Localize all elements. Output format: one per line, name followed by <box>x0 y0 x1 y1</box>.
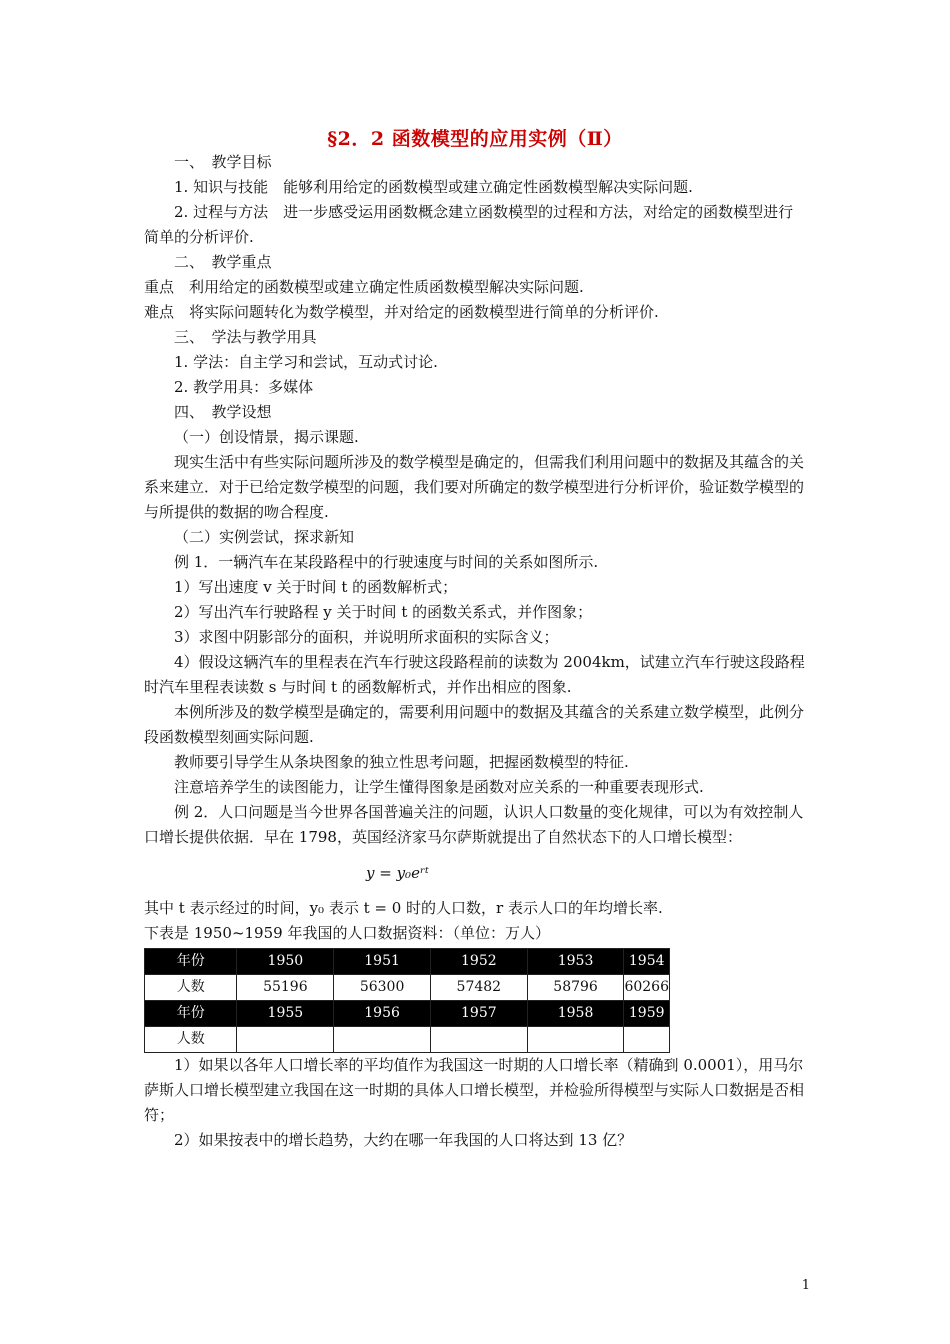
section-heading: 一、 教学目标 <box>174 153 272 171</box>
table-cell: 58796 <box>527 975 624 1001</box>
table-cell: 1956 <box>334 1001 431 1027</box>
question: 1）如果以各年人口增长率的平均值作为我国这一时期的人口增长率（精确到 0.0001），用马尔萨斯人口增长模型建立我国在这一时期的具体人口增长模型，并检验所得模型与实际人口数据是否相符； <box>144 1056 805 1124</box>
table-cell: 57482 <box>430 975 527 1001</box>
paragraph: 教师要引导学生从条块图象的独立性思考问题，把握函数模型的特征. <box>174 753 629 771</box>
table-cell: 1954 <box>624 949 670 975</box>
table-row <box>145 975 670 1001</box>
example-1: 例 1．一辆汽车在某段路程中的行驶速度与时间的关系如图所示. <box>174 553 599 571</box>
table-cell: 55196 <box>237 975 334 1001</box>
question: 4）假设这辆汽车的里程表在汽车行驶这段路程前的读数为 2004km，试建立汽车行驶这段路程时汽车里程表读数 s 与时间 t 的函数解析式，并作出相应的图象. <box>144 653 805 696</box>
table-row <box>145 1027 670 1053</box>
table-cell <box>624 1027 670 1053</box>
paragraph: 1. 学法：自主学习和尝试，互动式讨论. <box>174 353 438 371</box>
question: 2）写出汽车行驶路程 y 关于时间 t 的函数关系式，并作图象； <box>174 603 593 621</box>
paragraph: 难点 将实际问题转化为数学模型，并对给定的函数模型进行简单的分析评价. <box>144 303 659 321</box>
table-row <box>145 949 670 975</box>
document-body <box>144 150 806 1153</box>
question: 1）写出速度 v 关于时间 t 的函数解析式； <box>174 578 458 596</box>
table-cell: 1953 <box>527 949 624 975</box>
population-table <box>144 948 670 1053</box>
paragraph: 重点 利用给定的函数模型或建立确定性质函数模型解决实际问题. <box>144 278 584 296</box>
section-heading: 三、 学法与教学用具 <box>174 328 317 346</box>
paragraph: 现实生活中有些实际问题所涉及的数学模型是确定的，但需我们利用问题中的数据及其蕴含的关系来建立．对于已给定数学模型的问题，我们要对所确定的数学模型进行分析评价，验证数学模型的与所提供的数据的吻合程度. <box>144 453 805 521</box>
table-cell: 年份 <box>145 949 237 975</box>
page-title: §2．2 函数模型的应用实例（Ⅱ） <box>327 128 623 150</box>
page-number: 1 <box>801 1278 810 1293</box>
table-cell <box>527 1027 624 1053</box>
section-heading: 四、 教学设想 <box>174 403 272 421</box>
question: 3）求图中阴影部分的面积，并说明所求面积的实际含义； <box>174 628 559 646</box>
subsection-heading: （一）创设情景，揭示课题. <box>174 428 359 446</box>
table-cell: 1951 <box>334 949 431 975</box>
table-cell: 人数 <box>145 1027 237 1053</box>
table-cell: 1958 <box>527 1001 624 1027</box>
table-row <box>145 1001 670 1027</box>
table-cell <box>237 1027 334 1053</box>
table-caption: 下表是 1950~1959 年我国的人口数据资料：（单位：万人） <box>144 924 550 942</box>
table-cell: 人数 <box>145 975 237 1001</box>
example-2: 例 2．人口问题是当今世界各国普遍关注的问题，认识人口数量的变化规律，可以为有效控制人口增长提供依据．早在 1798，英国经济家马尔萨斯就提出了自然状态下的人口增长模型： <box>144 803 804 846</box>
paragraph: 其中 t 表示经过的时间，y₀ 表示 t = 0 时的人口数，r 表示人口的年均增长率. <box>144 899 663 917</box>
table-cell: 1950 <box>237 949 334 975</box>
paragraph: 2. 过程与方法 进一步感受运用函数概念建立函数模型的过程和方法，对给定的函数模型进行简单的分析评价. <box>144 203 794 246</box>
table-cell: 60266 <box>624 975 670 1001</box>
table-cell: 1955 <box>237 1001 334 1027</box>
paragraph: 2. 教学用具：多媒体 <box>174 378 314 396</box>
question: 2）如果按表中的增长趋势，大约在哪一年我国的人口将达到 13 亿？ <box>174 1131 633 1149</box>
paragraph: 1. 知识与技能 能够利用给定的函数模型或建立确定性函数模型解决实际问题. <box>174 178 693 196</box>
paragraph: 注意培养学生的读图能力，让学生懂得图象是函数对应关系的一种重要表现形式. <box>174 778 704 796</box>
table-cell <box>430 1027 527 1053</box>
table-cell: 56300 <box>334 975 431 1001</box>
paragraph: 本例所涉及的数学模型是确定的，需要利用问题中的数据及其蕴含的关系建立数学模型，此例分段函数模型刻画实际问题. <box>144 703 805 746</box>
formula: y = y₀eʳᵗ <box>366 864 429 882</box>
subsection-heading: （二）实例尝试，探求新知 <box>174 528 355 546</box>
section-heading: 二、 教学重点 <box>174 253 272 271</box>
table-cell: 年份 <box>145 1001 237 1027</box>
table-cell: 1957 <box>430 1001 527 1027</box>
table-cell: 1959 <box>624 1001 670 1027</box>
table-cell <box>334 1027 431 1053</box>
table-cell: 1952 <box>430 949 527 975</box>
